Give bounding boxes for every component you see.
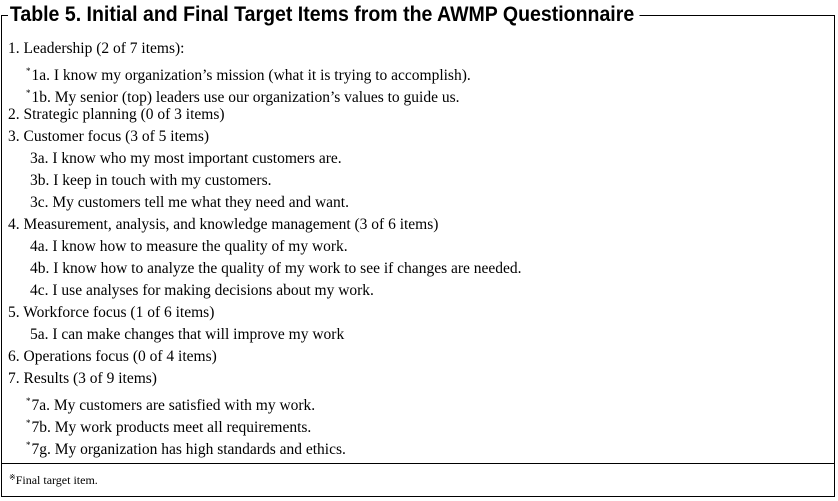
target-item-marker: * xyxy=(26,88,31,98)
target-item-marker: * xyxy=(26,440,31,450)
footnote-text: Final target item. xyxy=(15,473,98,487)
list-item xyxy=(8,82,828,104)
list-item xyxy=(8,434,828,456)
target-item-marker: * xyxy=(26,396,31,406)
table-title: Table 5. Initial and Final Target Items from the AWMP Questionnaire xyxy=(8,2,640,28)
item-text: 1a. I know my organization’s mission (what it is trying to accomplish). xyxy=(31,67,471,84)
item-text: 4c. I use analyses for making decisions about my work. xyxy=(30,282,374,299)
section-heading-results: 7. Results (3 of 9 items) xyxy=(8,370,157,387)
section-heading-leadership: 1. Leadership (2 of 7 items): xyxy=(8,40,185,57)
item-text: 3a. I know who my most important customers are. xyxy=(30,150,342,167)
section-heading-customer-focus: 3. Customer focus (3 of 5 items) xyxy=(8,128,210,145)
item-text: 7g. My organization has high standards and ethics. xyxy=(31,441,346,458)
list-item xyxy=(8,236,828,258)
item-text: 4b. I know how to analyze the quality of my work to see if changes are needed. xyxy=(30,260,522,277)
list-item xyxy=(8,148,828,170)
target-item-marker: * xyxy=(26,66,31,76)
section-heading-operations-focus: 6. Operations focus (0 of 4 items) xyxy=(8,348,217,365)
item-text: 7a. My customers are satisfied with my work. xyxy=(31,397,316,414)
list-item xyxy=(8,390,828,412)
list-item xyxy=(8,60,828,82)
item-text: 4a. I know how to measure the quality of my work. xyxy=(30,238,348,255)
target-item-marker: * xyxy=(26,418,31,428)
item-text: 1b. My senior (top) leaders use our organization’s values to guide us. xyxy=(31,89,460,106)
footnote xyxy=(9,470,98,488)
item-text: 3b. I keep in touch with my customers. xyxy=(30,172,272,189)
section-heading-workforce-focus: 5. Workforce focus (1 of 6 items) xyxy=(8,304,215,321)
list-item xyxy=(8,170,828,192)
item-text: 3c. My customers tell me what they need and want. xyxy=(30,194,349,211)
section-heading-strategic-planning: 2. Strategic planning (0 of 3 items) xyxy=(8,106,225,123)
footnote-divider xyxy=(1,463,835,464)
footnote-marker: ※ xyxy=(9,473,16,482)
section-heading-measurement: 4. Measurement, analysis, and knowledge management (3 of 6 items) xyxy=(8,216,439,233)
list-item xyxy=(8,280,828,302)
item-text: 7b. My work products meet all requirements. xyxy=(31,419,312,436)
table-body xyxy=(8,38,828,456)
list-item xyxy=(8,324,828,346)
list-item xyxy=(8,258,828,280)
list-item xyxy=(8,412,828,434)
item-text: 5a. I can make changes that will improve my work xyxy=(30,326,345,343)
list-item xyxy=(8,192,828,214)
